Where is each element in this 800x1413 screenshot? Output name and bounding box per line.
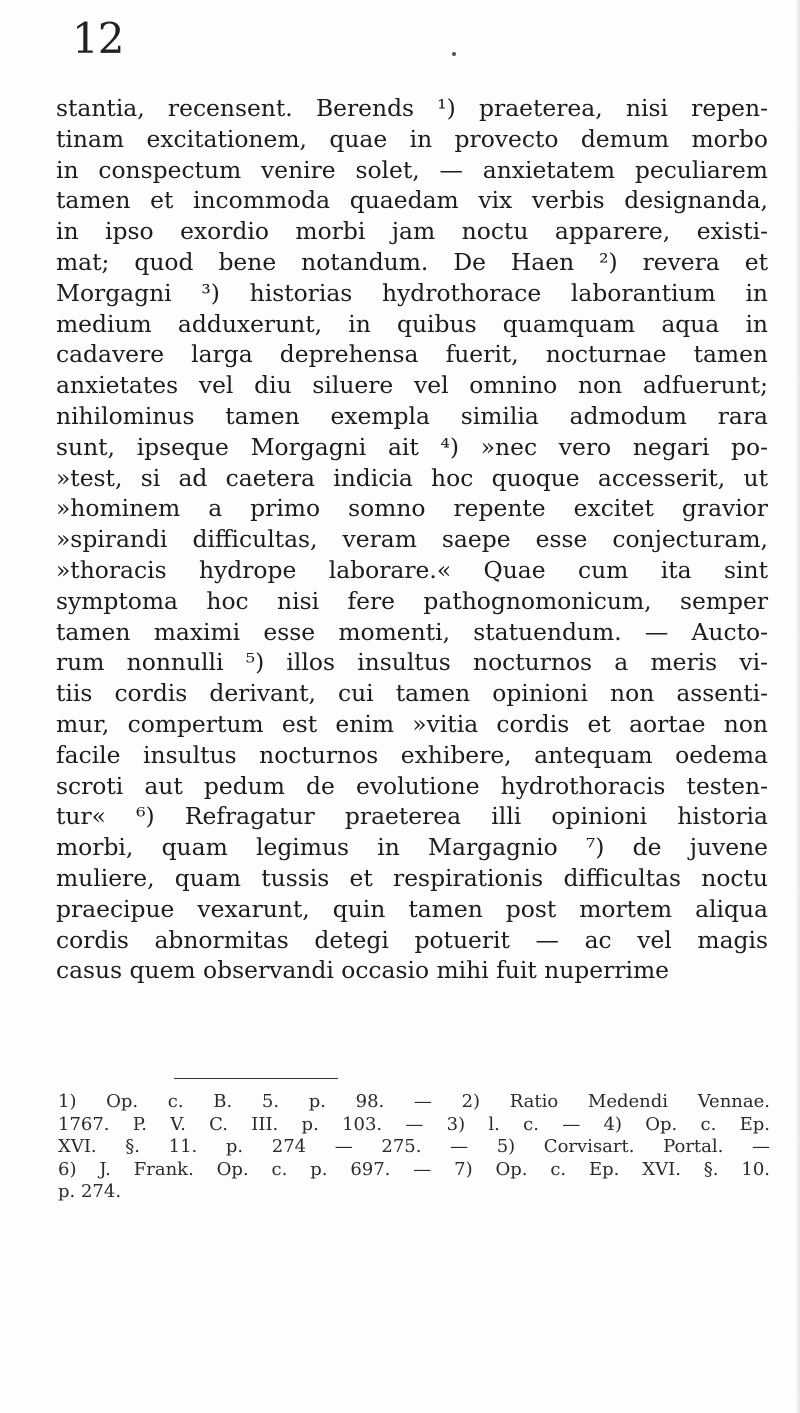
text-line: in conspectum venire solet, — anxietatem peculiarem: [56, 155, 768, 184]
text-line: facile insultus nocturnos exhibere, antequam oedema: [56, 740, 768, 769]
text-line: mat; quod bene notandum. De Haen ²) revera et: [56, 247, 768, 276]
text-line: praecipue vexarunt, quin tamen post mortem aliqua: [56, 894, 768, 923]
text-line: »thoracis hydrope laborare.« Quae cum ita sint: [56, 555, 768, 584]
text-line: casus quem observandi occasio mihi fuit nuperrime: [56, 956, 669, 985]
text-line: tamen et incommoda quaedam vix verbis designanda,: [56, 186, 768, 215]
text-line: sunt, ipseque Morgagni ait ⁴) »nec vero negari po-: [56, 432, 768, 461]
text-line: stantia, recensent. Berends ¹) praeterea, nisi repen-: [56, 94, 768, 122]
footnote-line: 1) Op. c. B. 5. p. 98. — 2) Ratio Medendi Vennae.: [58, 1091, 770, 1112]
text-line: »test, si ad caetera indicia hoc quoque accesserit, ut: [56, 463, 768, 492]
text-line: tur« ⁶) Refragatur praeterea illi opinioni historia: [56, 802, 768, 831]
text-line: nihilominus tamen exempla similia admodum rara: [56, 401, 768, 430]
text-line: muliere, quam tussis et respirationis difficultas noctu: [56, 863, 768, 892]
text-line: medium adduxerunt, in quibus quamquam aqua in: [56, 309, 768, 338]
footnote-line: p. 274.: [58, 1181, 122, 1202]
text-line: cadavere larga deprehensa fuerit, nocturnae tamen: [56, 340, 768, 369]
text-line: tamen maximi esse momenti, statuendum. — Aucto-: [56, 617, 768, 646]
text-line: anxietates vel diu siluere vel omnino non adfuerunt;: [56, 371, 768, 400]
text-line: mur, compertum est enim »vitia cordis et aortae non: [56, 709, 768, 738]
text-line: in ipso exordio morbi jam noctu apparere, existi-: [56, 217, 768, 246]
footnote-line: 6) J. Frank. Op. c. p. 697. — 7) Op. c. Ep. XVI. §. 10.: [58, 1158, 770, 1180]
footnote-separator: [174, 1078, 338, 1079]
text-line: rum nonnulli ⁵) illos insultus nocturnos a meris vi-: [56, 648, 768, 677]
text-line: tinam excitationem, quae in provecto demum morbo: [56, 124, 768, 153]
footnote-line: 1767. P. V. C. III. p. 103. — 3) l. c. — 4) Op. c. Ep.: [58, 1113, 770, 1135]
text-line: »hominem a primo somno repente excitet gravior: [56, 494, 768, 523]
text-line: symptoma hoc nisi fere pathognomonicum, semper: [56, 586, 768, 615]
text-line: cordis abnormitas detegi potuerit — ac vel magis: [56, 925, 768, 954]
page-edge-shadow: [796, 0, 800, 1413]
text-line: scroti aut pedum de evolutione hydrothoracis testen-: [56, 771, 768, 800]
ink-speck: [452, 52, 456, 56]
main-text: [56, 93, 768, 986]
footnotes: [58, 1091, 770, 1204]
footnote-line: XVI. §. 11. p. 274 — 275. — 5) Corvisart. Portal. —: [58, 1136, 770, 1157]
text-line: tiis cordis derivant, cui tamen opinioni non assenti-: [56, 679, 768, 708]
text-line: morbi, quam legimus in Margagnio ⁷) de juvene: [56, 833, 768, 862]
page-number: 12: [72, 14, 124, 63]
text-line: »spirandi difficultas, veram saepe esse conjecturam,: [56, 525, 768, 554]
text-line: Morgagni ³) historias hydrothorace laborantium in: [56, 278, 768, 307]
